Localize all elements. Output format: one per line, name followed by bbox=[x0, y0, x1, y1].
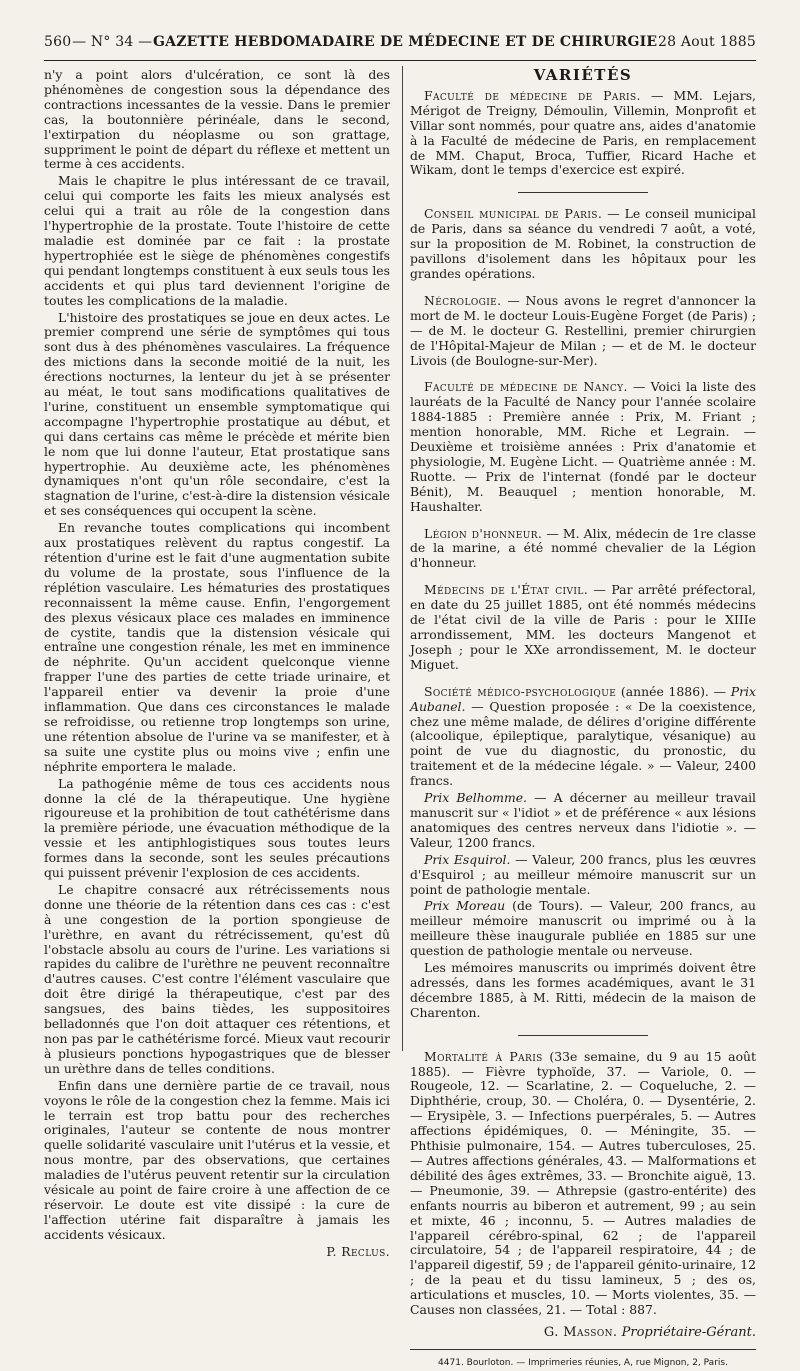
publisher-signature: G. Masson. Propriétaire-Gérant. bbox=[543, 1324, 756, 1340]
news-item bbox=[410, 527, 756, 572]
prize-name: Prix Aubanel. bbox=[410, 683, 756, 714]
prize-name: Prix Moreau bbox=[424, 898, 506, 914]
paragraph: Mais le chapitre le plus intéressant de ce travail, celui qui comporte les faits les mieux analysés est celui qui a trait au rôle de la congestion dans l'hypertrophie de la prostate. Toute l'histoire de cette maladie est dominée par ce fait : la prostate hypertrophiée est le siège de phénomènes congestifs qui pendant longtemps constituent à eux seuls tous les accidents et qui plus tard deviennent l'origine de toutes les complications de la maladie. bbox=[44, 173, 390, 308]
item-text: — Le conseil municipal de Paris, dans sa séance du vendredi 7 août, a voté, sur la proposition de M. Robinet, la construction de pavillons d'isolement dans les hôpitaux pour les grandes opérations. bbox=[410, 206, 756, 281]
item-lead: Légion d'honneur. bbox=[424, 525, 543, 541]
news-item bbox=[410, 89, 756, 178]
issue-number: — N° 34 — bbox=[72, 34, 153, 50]
paragraph: En revanche toutes complications qui incombent aux prostatiques relèvent du raptus congestif. La rétention d'urine est le fait d'une augmentation subite du volume de la prostate, sous l'influence de la réplétion vasculaire. Les hématuries des prostatiques reconnaissent la même cause. Enfin, l'engorgement des plexus vésicaux place ces malades en imminence de cystite, tandis que la distension vésicale qui entraîne une congestion rénale, les met en imminence de néphrite. Qu'un accident quelconque vienne frapper l'une des parties de cette triade urinaire, et l'appareil entier va devenir la proie d'une inflammation. Que dans ces circonstances le malade se refroidisse, ou retienne trop longtemps son urine, une rétention absolue de l'urine va se manifester, et à sa suite une cystite plus ou moins vive ; enfin une néphrite emportera le malade. bbox=[44, 520, 390, 774]
column-divider bbox=[402, 66, 403, 1051]
news-item bbox=[410, 380, 756, 514]
societe-item: Prix Esquirol. — Valeur, 200 francs, plus les œuvres d'Esquirol ; au meilleur mémoire manuscrit sur un point de pathologie mentale. bbox=[410, 851, 756, 897]
item-text: — Par arrêté préfectoral, en date du 25 juillet 1885, ont été nommés médecins de l'état civil de la ville de Paris : pour le XIIIe arrondissement, MM. les docteurs Mangenot et Joseph ; pour le XXe arrondissement, M. le docteur Miguet. bbox=[410, 582, 756, 672]
item-lead: Nécrologie. bbox=[424, 292, 502, 308]
paragraph: n'y a point alors d'ulcération, ce sont là des phénomènes de congestion sous la dépendance des contractions incessantes de la vessie. Dans le premier cas, la boutonnière périnéale, dans le second, l'extirpation du néoplasme ou son grattage, suppriment le point de départ du réflexe et mettent un terme à ces accidents. bbox=[44, 67, 390, 172]
mortality-report: Mortalité à Paris (33e semaine, du 9 au 15 août 1885). — Fièvre typhoïde, 37. — Variole, 0. — Rougeole, 12. — Scarlatine, 2. — Coqueluche, 2. — Diphthérie, croup, 30. — Choléra, 0. — Dysentérie, 2. — Erysipèle, 3. — Infections puerpérales, 5. — Autres affections épidémiques, 0. — Méningite, 35. — Phthisie pulmonaire, 154. — Autres tuberculoses, 25. — Autres affections générales, 43. — Malformations et débilité des âges extrêmes, 33. — Bronchite aiguë, 13. — Pneumonie, 39. — Athrepsie (gastro-entérite) des enfants nourris au biberon et autrement, 99 ; au sein et mixte, 46 ; inconnu, 5. — Autres maladies de l'appareil cérébro-spinal, 62 ; de l'appareil circulatoire, 54 ; de l'appareil respiratoire, 44 ; de l'appareil digestif, 59 ; de l'appareil génito-urinaire, 12 ; de la peau et du tissu lamineux, 5 ; des os, articulations et muscles, 10. — Morts violentes, 35. — Causes non classées, 21. — Total : 887. bbox=[410, 1048, 756, 1318]
paragraph: La pathogénie même de tous ces accidents nous donne la clé de la thérapeutique. Une hygiène rigoureuse et la prohibition de tout cathétérisme dans la première période, une évacuation méthodique de la vessie et les antiphlogistiques sous toutes leurs formes dans la seconde, sont les seules précautions qui puissent prévenir l'explosion de ces accidents. bbox=[44, 775, 390, 881]
journal-title: GAZETTE HEBDOMADAIRE DE MÉDECINE ET DE CHIRURGIE bbox=[153, 34, 658, 50]
paragraph: Le chapitre consacré aux rétrécissements nous donne une théorie de la rétention dans ces cas : c'est à une congestion de la portion spongieuse de l'urèthre, en avant du rétrécissement, qu'est dû l'obstacle absolu au cours de l'urine. Les variations si rapides du calibre de l'urèthre ne peuvent reconnaître d'autres causes. C'est contre l'élément vasculaire que doit être dirigé la thérapeutique, c'est par des sangsues, des bains tièdes, les suppositoires belladonnés que l'on doit attaquer ces rétentions, et non pas par le cathétérisme forcé. Mieux vaut recourir à plusieurs ponctions hypogastriques que de blesser un urèthre dans de telles conditions. bbox=[44, 881, 390, 1076]
item-text: — MM. Lejars, Mérigot de Treigny, Démoulin, Villemin, Monprofit et Villar sont nommés, pour quatre ans, aides d'anatomie à la Faculté de médecine de Paris, en remplacement de MM. Chaput, Broca, Tuffier, Ricard Hache et Wikam, dont le temps d'exercice est expiré. bbox=[410, 87, 756, 178]
item-lead: Mortalité à Paris bbox=[424, 1048, 543, 1064]
author-signature: P. Reclus. bbox=[326, 1243, 390, 1259]
societe-closing: Les mémoires manuscrits ou imprimés doivent être adressés, dans les formes académiques, avant le 31 décembre 1885, à M. Ritti, médecin de la maison de Charenton. bbox=[410, 960, 756, 1020]
paragraph: Enfin dans une dernière partie de ce travail, nous voyons le rôle de la congestion chez la femme. Mais ici le terrain est trop battu pour des recherches originales, l'auteur se contente de nous montrer quelle solidarité vasculaire unit l'utérus et la vessie, et nous montre, par des observations, que certaines maladies de l'utérus peuvent retentir sur la circulation vésicale au point de faire croire à une affection de ce réservoir. Le doute est vite dissipé : la cure de l'affection utérine fait disparaître à jamais les accidents vésicaux. bbox=[44, 1077, 390, 1242]
news-item bbox=[410, 207, 756, 282]
item-text: — Nous avons le regret d'annoncer la mort de M. le docteur Louis-Eugène Forget (de Paris) ; — de M. le docteur G. Restellini, premier chirurgien de l'Hôpital-Majeur de Milan ; — et de M. le docteur Livois (de Boulogne-sur-Mer). bbox=[410, 292, 756, 368]
item-lead: Société médico-psychologique bbox=[424, 683, 617, 699]
paragraph: L'histoire des prostatiques se joue en deux actes. Le premier comprend une série de symptômes qui tous sont dus à des phénomènes vasculaires. La fréquence des mictions dans la seconde moitié de la nuit, les érections nocturnes, la lenteur du jet à se présenter au méat, le tout sans modifications qualitatives de l'urine, constituent un ensemble symptomatique qui accompagne l'hypertrophie prostatique au début, et qui dans certains cas même le précède et mérite bien le nom que lui donne l'auteur, Etat prostatique sans hypertrophie. Au deuxième acte, les phénomènes dynamiques n'ont qu'un rôle secondaire, c'est la stagnation de l'urine, c'est-à-dire la distension vésicale et ses conséquences qui occupent la scène. bbox=[44, 309, 390, 519]
section-title: VARIÉTÉS bbox=[533, 66, 633, 84]
page-header bbox=[44, 34, 756, 58]
societe-item: Prix Moreau (de Tours). — Valeur, 200 francs, au meilleur mémoire manuscrit ou imprimé ou à la meilleure thèse inaugurale publiée en 1885 sur une question de pathologie mentale ou nerveuse. bbox=[410, 898, 756, 959]
imprint-rule bbox=[410, 1349, 756, 1350]
printer-imprint: 4471. Bourloton. — Imprimeries réunies, A, rue Mignon, 2, Paris. bbox=[438, 1357, 728, 1368]
item-text: — Voici la liste des lauréats de la Faculté de Nancy pour l'année scolaire 1884-1885 : Première année : Prix, M. Friant ; mention honorable, MM. Riche et Legrain. — Deuxième et troisième années : Prix d'anatomie et physiologie, M. Eugène Licht. — Quatrième année : M. Ruotte. — Prix de l'internat (fondé par le docteur Bénit), M. Beauquel ; mention honorable, M. Haushalter. bbox=[410, 379, 756, 514]
issue-date: 28 Aout 1885 bbox=[658, 34, 756, 50]
news-item bbox=[410, 583, 756, 672]
prize-name: Prix Belhomme. bbox=[424, 790, 527, 806]
section-divider bbox=[518, 1035, 648, 1036]
section-divider bbox=[518, 192, 648, 193]
item-lead: Conseil municipal de Paris. bbox=[424, 206, 603, 222]
page-number: 560 bbox=[44, 34, 72, 50]
item-lead: Médecins de l'État civil. bbox=[424, 582, 589, 598]
left-column bbox=[44, 67, 390, 1259]
societe-item: Société médico-psychologique (année 1886). — Prix Aubanel. — Question proposée : « De la coexistence, chez une même malade, de délires d'origine différente (alcoolique, épileptique, paralytique, vésanique) au point de vue du diagnostic, du pronostic, du traitement et de la médecine légale. » — Valeur, 2400 francs. bbox=[410, 683, 756, 789]
societe-item: Prix Belhomme. — A décerner au meilleur travail manuscrit sur « l'idiot » et de préférence « aux lésions anatomiques des centres nerveux dans l'idiotie ». — Valeur, 1200 francs. bbox=[410, 790, 757, 850]
item-lead: Faculté de médecine de Nancy. bbox=[424, 379, 628, 395]
header-rule bbox=[44, 60, 756, 61]
prize-name: Prix Esquirol. bbox=[424, 851, 511, 867]
news-item bbox=[410, 294, 756, 369]
right-column bbox=[410, 66, 757, 1368]
item-text: — M. Alix, médecin de 1re classe de la marine, a été nommé chevalier de la Légion d'honneur. bbox=[410, 525, 756, 571]
item-lead: Faculté de médecine de Paris. bbox=[424, 87, 641, 103]
